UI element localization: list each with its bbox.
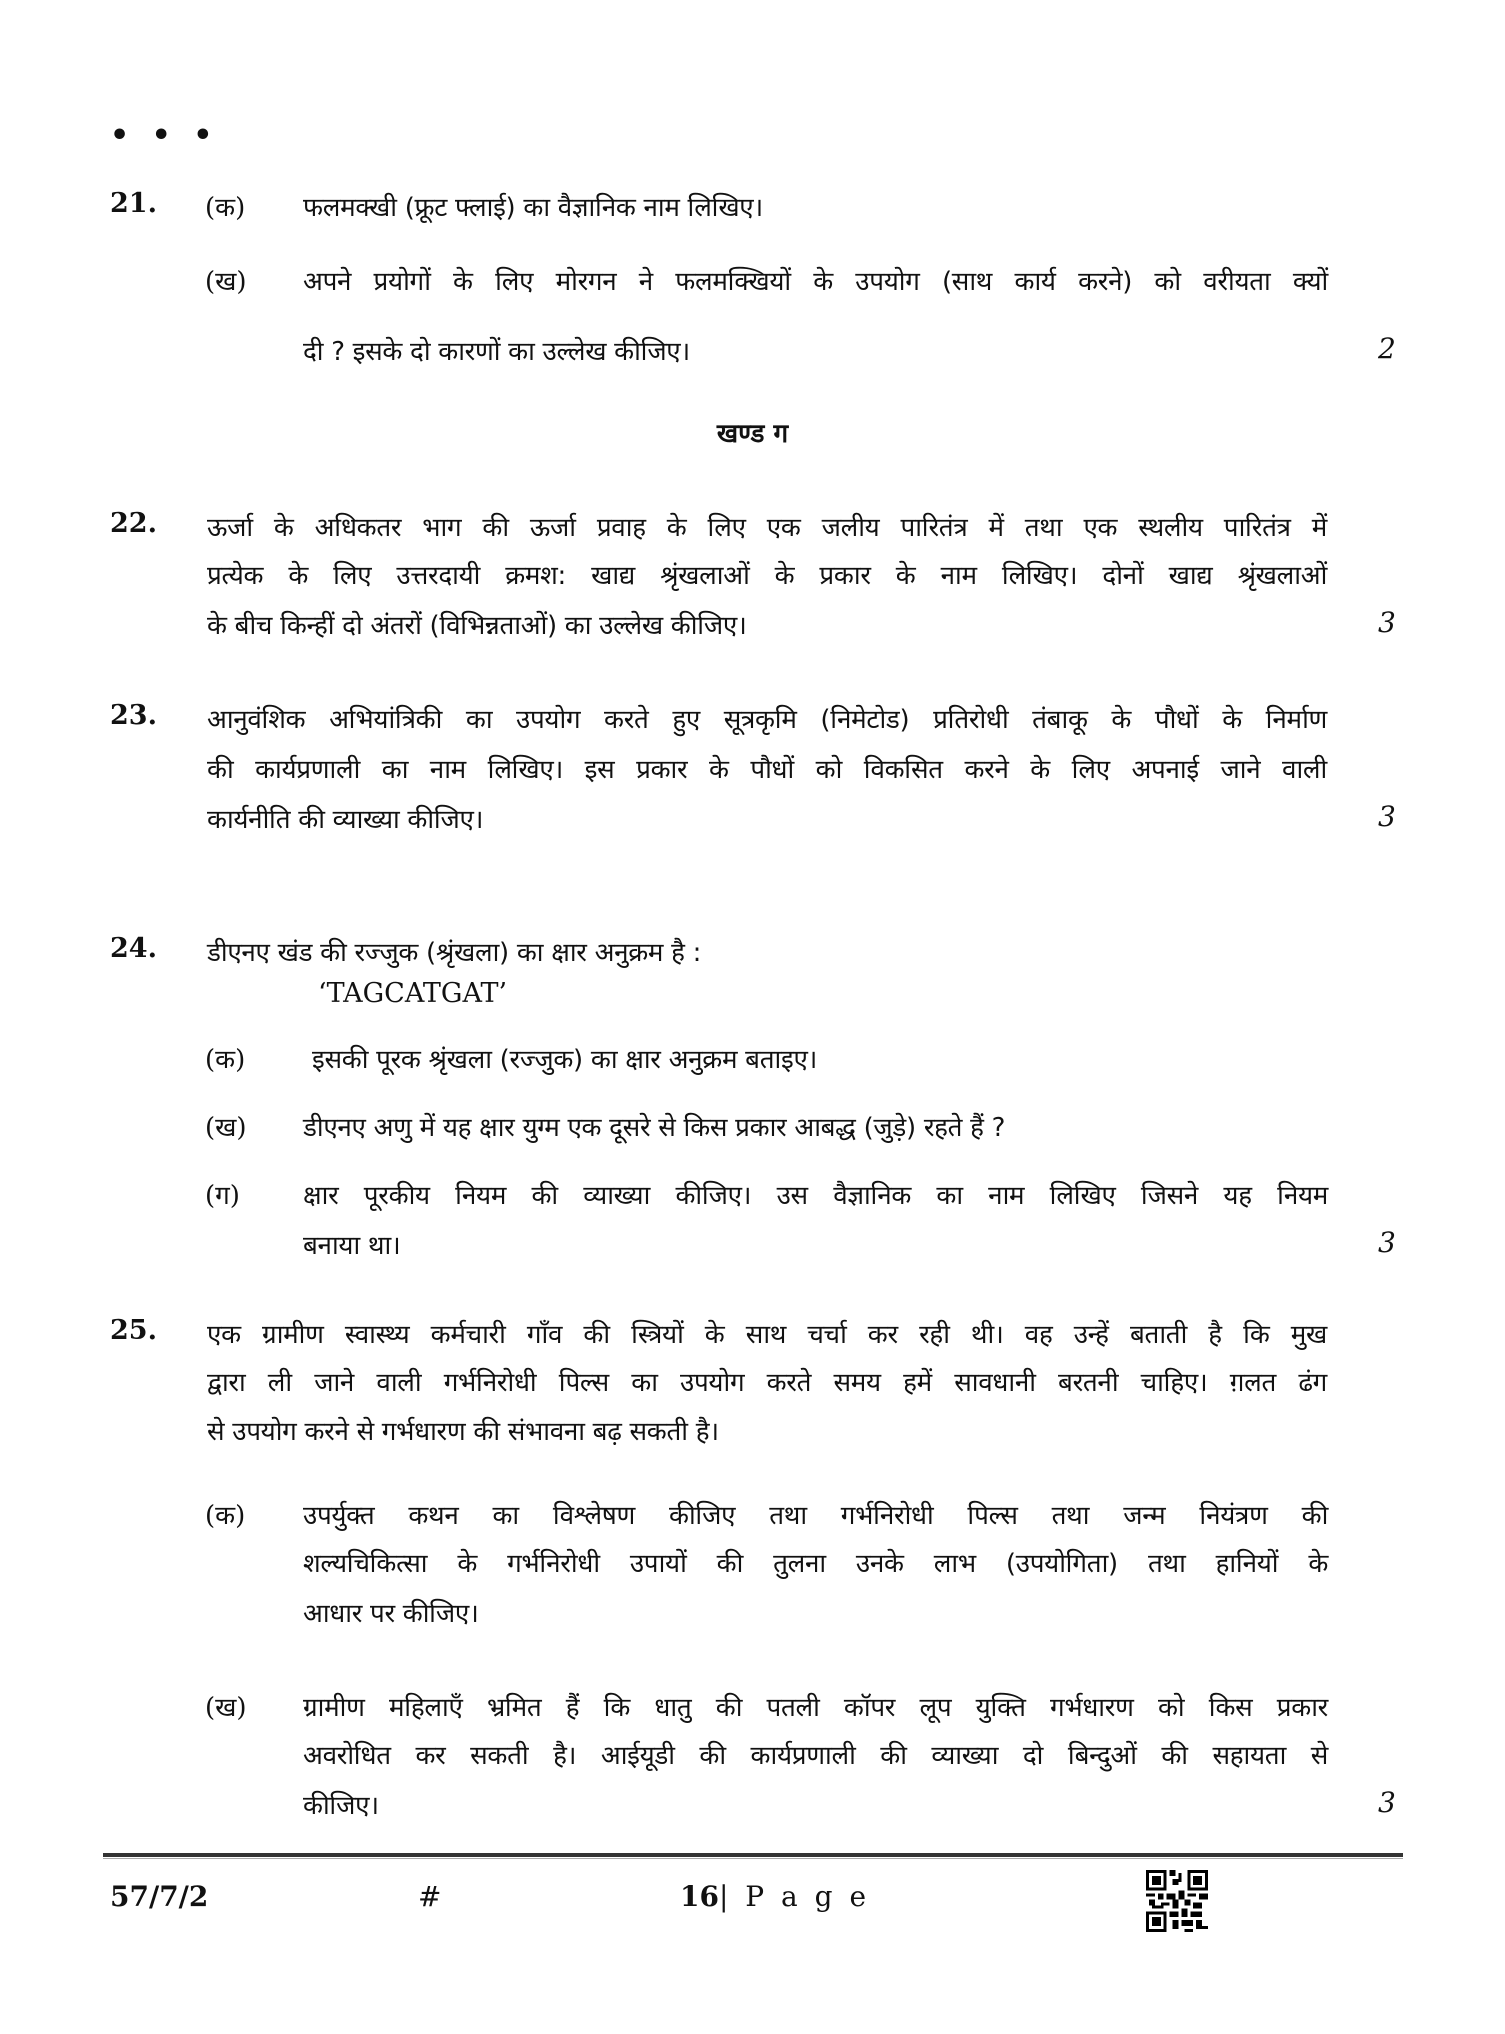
q25-part-a-line-3: आधार पर कीजिए। [303,1599,479,1629]
q24-part-a-label: (क) [205,1045,246,1075]
q23-line-2: की कार्यप्रणाली का नाम लिखिए। इस प्रकार के पौधों को विकसित करने के लिए अपनाई जाने वाली [207,755,1327,785]
q25-part-b-label: (ख) [205,1693,247,1723]
q23-line-3: कार्यनीति की व्याख्या कीजिए। [207,805,484,835]
q25-part-b-line-1: ग्रामीण महिलाएँ भ्रमित हैं कि धातु की पतली कॉपर लूप युक्ति गर्भधारण को किस प्रकार [303,1693,1328,1723]
question-number-24: 24. [110,933,157,964]
q24-marks: 3 [1378,1226,1396,1259]
q23-line-1: आनुवंशिक अभियांत्रिकी का उपयोग करते हुए सूत्रकृमि (निमेटोड) प्रतिरोधी तंबाकू के पौधों के निर्माण [207,705,1327,735]
q21-part-b-line-2: दी ? इसके दो कारणों का उल्लेख कीजिए। [303,337,690,367]
continuation-marker: • • • [110,118,219,153]
q21-part-a-text: फलमक्खी (फ्रूट फ्लाई) का वैज्ञानिक नाम लिखिए। [303,193,763,223]
q25-part-a-label: (क) [205,1501,246,1531]
footer-divider-shadow [103,1858,1403,1859]
page-number-block [680,1880,870,1913]
q25-part-a-line-1: उपर्युक्त कथन का विश्लेषण कीजिए तथा गर्भनिरोधी पिल्स तथा जन्म नियंत्रण की [303,1501,1328,1531]
question-number-23: 23. [110,700,157,731]
q23-marks: 3 [1378,800,1396,833]
q24-part-a-text: इसकी पूरक श्रृंखला (रज्जुक) का क्षार अनुक्रम बताइए। [312,1045,818,1075]
q21-marks: 2 [1378,332,1396,365]
page-label: | P a g e [718,1880,871,1913]
q24-dna-sequence: ‘TAGCATGAT’ [318,978,508,1009]
question-number-21: 21. [110,188,157,219]
q24-part-c-line-1: क्षार पूरकीय नियम की व्याख्या कीजिए। उस वैज्ञानिक का नाम लिखिए जिसने यह नियम [303,1181,1328,1211]
q25-part-a-line-2: शल्यचिकित्सा के गर्भनिरोधी उपायों की तुलना उनके लाभ (उपयोगिता) तथा हानियों के [303,1549,1328,1579]
hash-symbol: # [418,1880,442,1913]
paper-code: 57/7/2 [110,1880,209,1913]
q24-part-b-label: (ख) [205,1113,247,1143]
q21-part-b-line-1: अपने प्रयोगों के लिए मोरगन ने फलमक्खियों के उपयोग (साथ कार्य करने) को वरीयता क्यों [303,267,1328,297]
q21-part-b-label: (ख) [205,267,247,297]
footer-divider [103,1853,1403,1857]
q25-part-b-line-2: अवरोधित कर सकती है। आईयूडी की कार्यप्रणाली की व्याख्या दो बिन्दुओं की सहायता से [303,1741,1328,1771]
q22-line-2: प्रत्येक के लिए उत्तरदायी क्रमश: खाद्य श्रृंखलाओं के प्रकार के नाम लिखिए। दोनों खाद्य श्रृंखलाओं [207,561,1327,591]
question-number-22: 22. [110,508,157,539]
q25-line-3: से उपयोग करने से गर्भधारण की संभावना बढ़ सकती है। [207,1417,719,1447]
page-number: 16 [680,1880,719,1913]
q22-line-1: ऊर्जा के अधिकतर भाग की ऊर्जा प्रवाह के लिए एक जलीय पारितंत्र में तथा एक स्थलीय पारितंत्र में [207,513,1327,543]
q25-line-2: द्वारा ली जाने वाली गर्भनिरोधी पिल्स का उपयोग करते समय हमें सावधानी बरतनी चाहिए। ग़लत ढंग [207,1368,1327,1398]
q25-marks: 3 [1378,1786,1396,1819]
question-number-25: 25. [110,1315,157,1346]
q21-part-a-label: (क) [205,193,246,223]
qr-code-icon [1146,1870,1208,1932]
q24-part-b-text: डीएनए अणु में यह क्षार युग्म एक दूसरे से किस प्रकार आबद्ध (जुड़े) रहते हैं ? [303,1113,1006,1143]
q25-line-1: एक ग्रामीण स्वास्थ्य कर्मचारी गाँव की स्त्रियों के साथ चर्चा कर रही थी। वह उन्हें बताती है कि मुख [207,1320,1327,1350]
q25-part-b-line-3: कीजिए। [303,1791,379,1821]
section-heading: खण्ड ग [716,419,789,449]
q24-part-c-line-2: बनाया था। [303,1231,401,1261]
q24-part-c-label: (ग) [205,1181,240,1211]
q24-stem: डीएनए खंड की रज्जुक (श्रृंखला) का क्षार अनुक्रम है : [207,938,702,968]
q22-line-3: के बीच किन्हीं दो अंतरों (विभिन्नताओं) का उल्लेख कीजिए। [207,611,747,641]
q22-marks: 3 [1378,606,1396,639]
